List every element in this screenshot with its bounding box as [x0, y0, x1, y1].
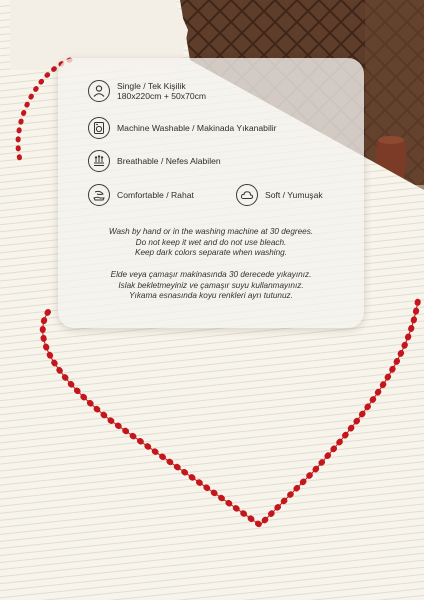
care-instructions-turkish	[58, 270, 364, 302]
product-info-card	[58, 58, 364, 328]
feature-size	[88, 80, 206, 102]
feature-comfortable	[88, 184, 194, 206]
feature-size-label: Single / Tek Kişilik	[117, 81, 186, 91]
care-tr-line-1: Elde veya çamaşır makinasında 30 derecede yıkayınız.	[110, 270, 312, 279]
feature-breathable	[88, 150, 221, 172]
cloud-icon	[236, 184, 258, 206]
feature-machine-washable-label: Machine Washable / Makinada Yıkanabilir	[117, 123, 277, 133]
care-en-line-1: Wash by hand or in the washing machine at 30 degrees.	[108, 227, 314, 236]
feature-breathable-label: Breathable / Nefes Alabilen	[117, 156, 221, 166]
care-tr-line-2: Islak bekletmeyiniz ve çamaşır suyu kullanmayınız.	[118, 280, 304, 290]
care-en-line-3: Keep dark colors separate when washing.	[134, 248, 287, 257]
person-icon	[88, 80, 110, 102]
feather-hand-icon	[88, 184, 110, 206]
feature-soft	[236, 184, 323, 206]
feature-size-dimensions: 180x220cm + 50x70cm	[117, 91, 207, 101]
feature-comfortable-label: Comfortable / Rahat	[117, 190, 194, 200]
feature-machine-washable	[88, 117, 277, 139]
care-en-line-2: Do not keep it wet and do not use bleach.	[135, 237, 287, 247]
breathable-fabric-icon	[88, 150, 110, 172]
care-instructions-english	[58, 227, 364, 259]
care-tr-line-3: Yıkama esnasında koyu renkleri ayrı tutunuz.	[129, 291, 293, 300]
feature-soft-label: Soft / Yumuşak	[265, 190, 323, 200]
washing-machine-icon	[88, 117, 110, 139]
